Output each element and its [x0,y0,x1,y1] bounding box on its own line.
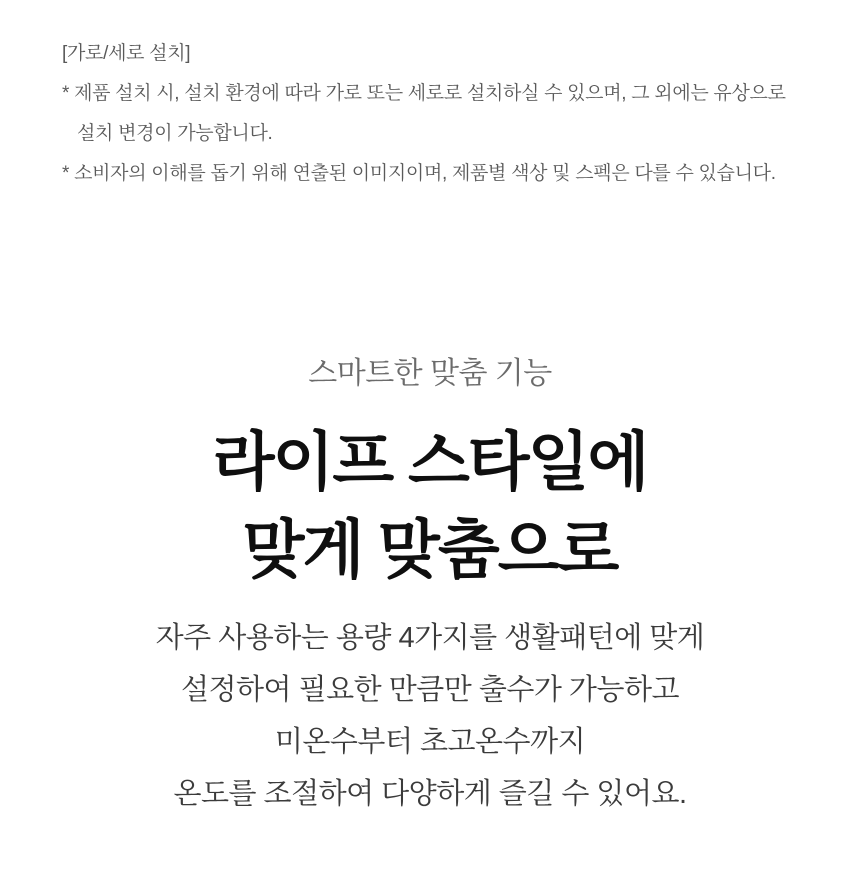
section-title-line1: 라이프 스타일에 [212,426,648,498]
description-line-2: 설정하여 필요한 만큼만 출수가 가능하고 [181,674,679,706]
description-line-3: 미온수부터 초고온수까지 [274,726,586,758]
install-notice-heading: [가로/세로 설치] [62,43,191,64]
install-notice [62,34,786,194]
section-title [0,418,860,594]
install-notice-note1-line1: * 제품 설치 시, 설치 환경에 따라 가로 또는 세로로 설치하실 수 있으며, 그 외에는 유상으로 [62,83,786,104]
section-description [0,612,860,820]
install-notice-note2: * 소비자의 이해를 돕기 위해 연출된 이미지이며, 제품별 색상 및 스펙은 다를 수 있습니다. [62,163,776,184]
description-line-1: 자주 사용하는 용량 4가지를 생활패턴에 맞게 [155,622,705,654]
install-notice-note1-line2: 설치 변경이 가능합니다. [77,123,273,144]
description-line-4: 온도를 조절하여 다양하게 즐길 수 있어요. [173,778,687,810]
section-title-line2: 맞게 맞춤으로 [242,514,618,586]
section-eyebrow: 스마트한 맞춤 기능 [308,357,552,390]
